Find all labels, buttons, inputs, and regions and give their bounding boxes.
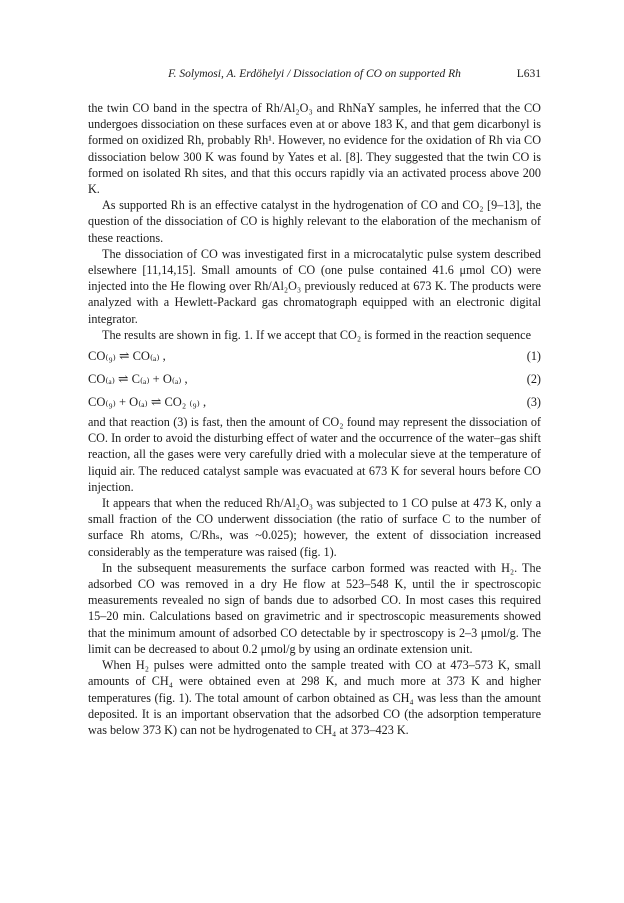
equation-3-number: (3) (526, 395, 541, 410)
equation-2-number: (2) (526, 372, 541, 387)
equation-1 (88, 347, 541, 366)
paragraph-8: When H₂ pulses were admitted onto the sample treated with CO at 473–573 K, small amounts of CH₄ were obtained even at 298 K, and much more at 373 K and higher temperatures (fig. 1). The total amount of carbon obtained as CH₄ was less than the amount deposited. It is an important observation that the adsorbed CO (the adsorption temperature was below 373 K) can not be hydrogenated to CH₄ at 373–423 K. (88, 658, 541, 737)
article-body (88, 100, 541, 738)
page-number: L631 (516, 68, 541, 80)
paragraph-7: In the subsequent measurements the surface carbon formed was reacted with H₂. The adsorbed CO was removed in a dry He flow at 523–548 K, until the ir spectroscopic measurements revealed no sign of bands due to adsorbed CO. In most cases this required 15–20 min. Calculations based on gravimetric and ir spectroscopic measurements showed that the minimum amount of adsorbed CO detectable by ir spectroscopy is 2–3 μmol/g. The limit can be decreased to about 0.2 μmol/g by using an ordinate extension unit. (88, 560, 541, 656)
equation-1-number: (1) (526, 349, 541, 364)
paragraph-6: It appears that when the reduced Rh/Al₂O₃ was subjected to 1 CO pulse at 473 K, only a small fraction of the CO underwent dissociation (the ratio of surface C to the number of surface Rh atoms, C/Rhₛ, was ~0.025); however, the extent of dissociation increased considerably as the temperature was raised (fig. 1). (88, 496, 541, 559)
equation-2 (88, 370, 541, 389)
running-title: F. Solymosi, A. Erdöhelyi / Dissociation of CO on supported Rh (168, 68, 461, 80)
paragraph-4: The results are shown in fig. 1. If we accept that CO₂ is formed in the reaction sequence (102, 327, 531, 342)
equation-3-text: CO₍₉₎ + O₍ₐ₎ ⇌ CO₂ ₍₉₎ , (88, 395, 207, 410)
equation-3 (88, 393, 541, 412)
paragraph-2: As supported Rh is an effective catalyst in the hydrogenation of CO and CO₂ [9–13], the question of the dissociation of CO is highly relevant to the elaboration of the mechanism of these reactions. (88, 198, 541, 245)
equation-1-text: CO₍₉₎ ⇌ CO₍ₐ₎ , (88, 349, 166, 364)
equation-2-text: CO₍ₐ₎ ⇌ C₍ₐ₎ + O₍ₐ₎ , (88, 372, 188, 387)
paragraph-1: the twin CO band in the spectra of Rh/Al₂O₃ and RhNaY samples, he inferred that the CO undergoes dissociation on these surfaces even at or above 183 K, and that gem dicarbonyl is formed on oxidized Rh, probably Rh¹. However, no evidence for the oxidation of Rh via CO dissociation below 300 K was found by Yates et al. [8]. They suggested that the twin CO is formed on isolated Rh sites, and that this occurs rapidly via an activated process above 200 K. (88, 101, 541, 197)
running-header (88, 68, 541, 84)
equation-block (88, 347, 541, 412)
paragraph-3: The dissociation of CO was investigated first in a microcatalytic pulse system described elsewhere [11,14,15]. Small amounts of CO (one pulse contained 41.6 μmol CO) were injected into the He flowing over Rh/Al₂O₃ previously reduced at 673 K. The products were analyzed with a Hewlett-Packard gas chromatograph equipped with an electronic digital integrator. (88, 246, 541, 326)
paragraph-5: and that reaction (3) is fast, then the amount of CO₂ found may represent the dissociation of CO. In order to avoid the disturbing effect of water and the occurrence of the water–gas shift reaction, all the gases were very carefully dried with a molecular sieve at the temperature of liquid air. The reduced catalyst sample was evacuated at 673 K for several hours before CO injection. (88, 415, 541, 494)
